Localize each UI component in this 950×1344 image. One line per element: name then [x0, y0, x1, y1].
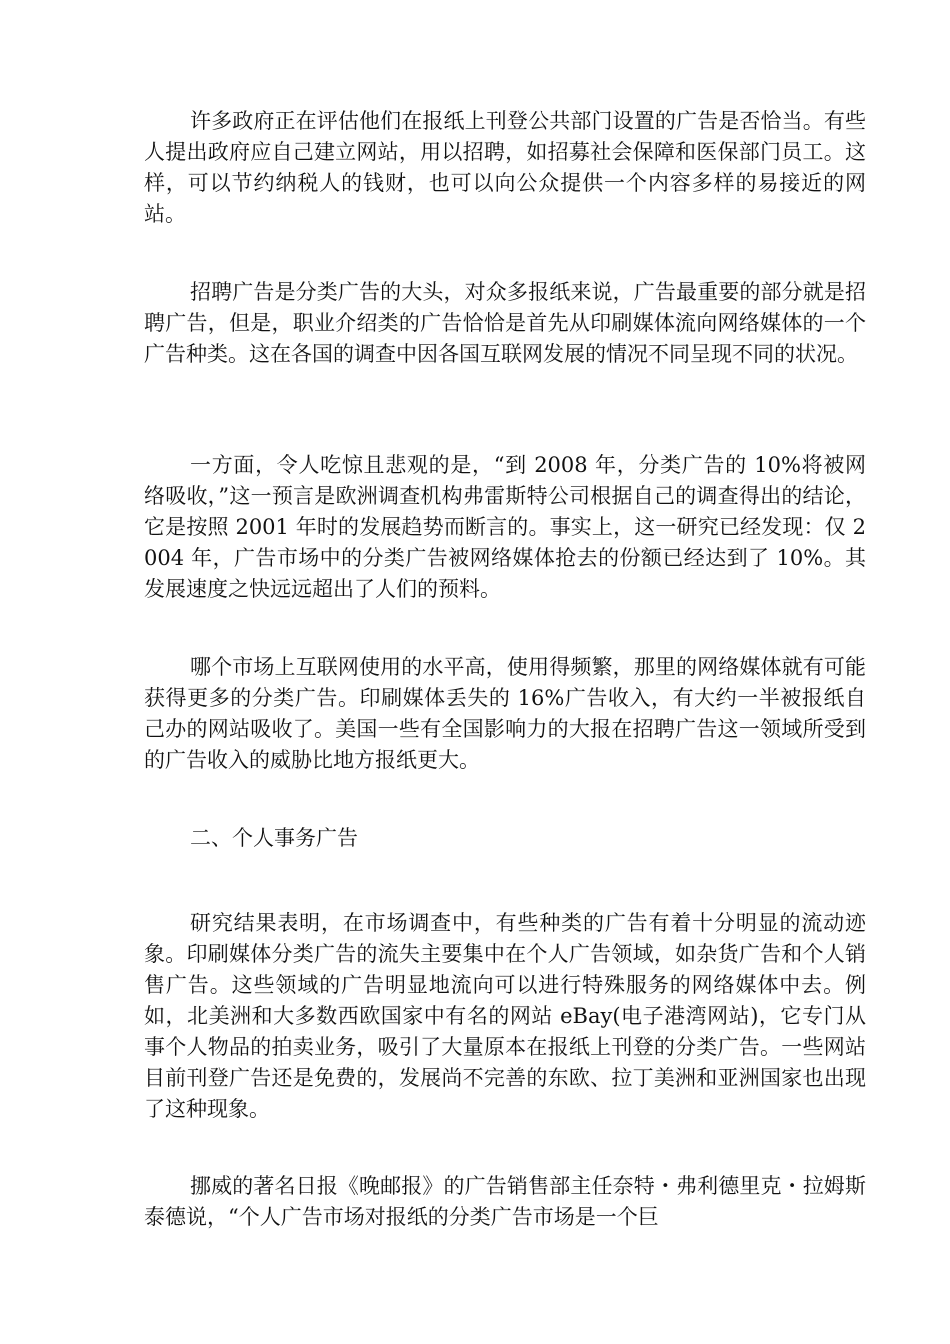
- section-heading-personal-ads: 二、个人事务广告: [190, 826, 358, 850]
- paragraph-internet-usage: 哪个市场上互联网使用的水平高，使用得频繁，那里的网络媒体就有可能获得更多的分类广告。印刷媒体丢失的 16%广告收入，有大约一半被报纸自己办的网站吸收了。美国一些有全国影响力的大报在招聘广告这一领域所受到的广告收入的威胁比地方报纸更大。: [144, 655, 866, 772]
- paragraph-forrester-prediction: 一方面，令人吃惊且悲观的是，“到 2008 年，分类广告的 10%将被网络吸收，”这一预言是欧洲调查机构弗雷斯特公司根据自己的调查得出的结论，它是按照 2001 年时的发展趋势而断言的。事实上，这一研究已经发现：仅 2004 年，广告市场中的分类广告被网络媒体抢去的份额已经达到了 10%。其发展速度之快远远超出了人们的预料。: [144, 453, 866, 601]
- paragraph-research-results: 研究结果表明，在市场调查中，有些种类的广告有着十分明显的流动迹象。印刷媒体分类广告的流失主要集中在个人广告领域，如杂货广告和个人销售广告。这些领域的广告明显地流向可以进行特殊服务的网络媒体中去。例如，北美洲和大多数西欧国家中有名的网站 eBay(电子港湾网站)，它专门从事个人物品的拍卖业务，吸引了大量原本在报纸上刊登的分类广告。一些网站目前刊登广告还是免费的，发展尚不完善的东欧、拉丁美洲和亚洲国家也出现了这种现象。: [144, 911, 866, 1121]
- paragraph-recruitment-ads: 招聘广告是分类广告的大头，对众多报纸来说，广告最重要的部分就是招聘广告，但是，职业介绍类的广告恰恰是首先从印刷媒体流向网络媒体的一个广告种类。这在各国的调查中因各国互联网发展的情况不同呈现不同的状况。: [144, 280, 866, 366]
- paragraph-government-ads: 许多政府正在评估他们在报纸上刊登公共部门设置的广告是否恰当。有些人提出政府应自己建立网站，用以招聘，如招募社会保障和医保部门员工。这样，可以节约纳税人的钱财，也可以向公众提供一个内容多样的易接近的网站。: [144, 109, 866, 226]
- paragraph-aftenposten-quote: 挪威的著名日报《晚邮报》的广告销售部主任奈特・弗利德里克・拉姆斯泰德说，“个人广告市场对报纸的分类广告市场是一个巨: [144, 1174, 866, 1229]
